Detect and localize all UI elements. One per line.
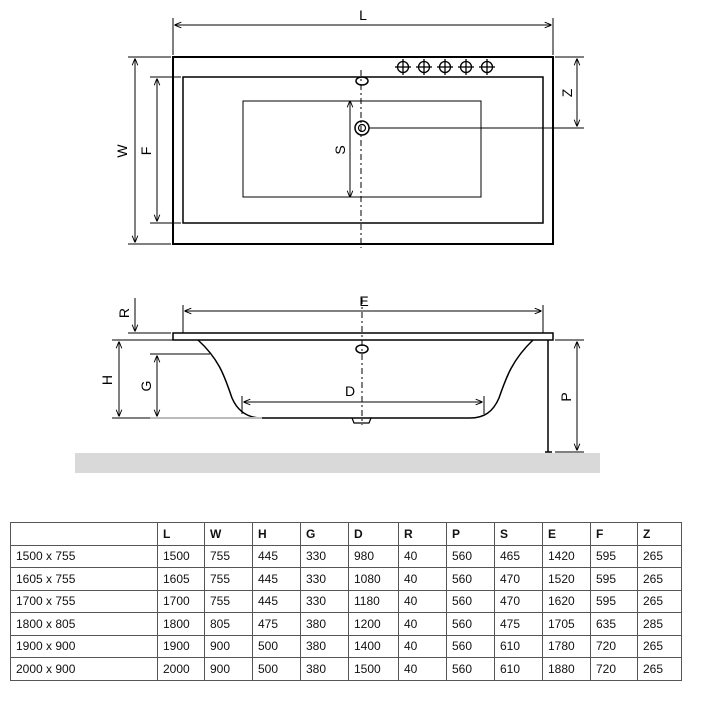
table-cell: 475 [253,613,301,636]
table-cell: 475 [495,613,543,636]
table-cell: 445 [253,590,301,613]
table-cell: 380 [301,635,349,658]
table-row [11,635,682,658]
table-cell: 1520 [543,568,591,591]
label-L: L [359,7,367,23]
table-cell: 1500 [158,545,205,568]
table-cell: 900 [205,635,253,658]
table-cell: 265 [638,545,682,568]
table-cell: 380 [301,613,349,636]
table-row [11,568,682,591]
table-cell: 755 [205,568,253,591]
size-label-cell: 1800 x 805 [11,613,158,636]
label-G: G [138,380,154,392]
table-cell: 610 [495,658,543,681]
tub-rim-side [173,333,553,340]
table-cell: 330 [301,590,349,613]
table-row [11,590,682,613]
table-row [11,545,682,568]
table-cell: 755 [205,590,253,613]
table-row [11,613,682,636]
table-cell: 805 [205,613,253,636]
table-cell: 1700 [158,590,205,613]
dim-F [150,77,181,223]
label-Z: Z [559,88,575,98]
table-cell: 2000 [158,658,205,681]
table-cell: 900 [205,658,253,681]
label-D: D [344,383,356,399]
table-cell: 40 [399,658,447,681]
table-cell: 1900 [158,635,205,658]
column-header: W [205,523,253,546]
table-cell: 1605 [158,568,205,591]
label-S: S [332,145,348,155]
size-label-cell: 1605 x 755 [11,568,158,591]
table-cell: 1420 [543,545,591,568]
tap-holes [395,59,495,75]
table-cell: 445 [253,545,301,568]
table-cell: 560 [447,658,495,681]
dim-E [183,305,543,333]
table-cell: 560 [447,545,495,568]
table-cell: 755 [205,545,253,568]
dim-G [150,354,210,416]
table-cell: 1200 [349,613,399,636]
label-E: E [359,293,369,309]
table-cell: 1400 [349,635,399,658]
table-cell: 465 [495,545,543,568]
column-header: G [301,523,349,546]
table-cell: 40 [399,635,447,658]
tap-hole-icon [395,59,411,75]
column-header: R [399,523,447,546]
dim-D [242,396,484,414]
table-cell: 1705 [543,613,591,636]
table-cell: 380 [301,658,349,681]
label-F: F [138,146,154,156]
label-P: P [558,392,574,402]
label-W: W [114,144,130,158]
table-cell: 560 [447,568,495,591]
table-cell: 595 [591,590,638,613]
tap-hole-icon [437,59,453,75]
table-corner-cell [11,523,158,546]
table-header-row [11,523,682,546]
table-cell: 500 [253,658,301,681]
table-cell: 1180 [349,590,399,613]
column-header: E [543,523,591,546]
label-R: R [116,307,132,319]
table-cell: 445 [253,568,301,591]
floor [75,453,600,473]
size-label-cell: 1900 x 900 [11,635,158,658]
size-label-cell: 1700 x 755 [11,590,158,613]
table-cell: 560 [447,613,495,636]
table-cell: 560 [447,590,495,613]
table-cell: 980 [349,545,399,568]
table-cell: 285 [638,613,682,636]
tub-bottom-area [243,101,481,197]
table-cell: 635 [591,613,638,636]
column-header: P [447,523,495,546]
table-cell: 1620 [543,590,591,613]
dim-H [112,342,150,418]
table-cell: 595 [591,545,638,568]
table-cell: 265 [638,568,682,591]
table-cell: 40 [399,568,447,591]
table-cell: 1880 [543,658,591,681]
table-cell: 330 [301,568,349,591]
column-header: D [349,523,399,546]
table-cell: 1500 [349,658,399,681]
table-cell: 560 [447,635,495,658]
table-cell: 330 [301,545,349,568]
table-cell: 40 [399,590,447,613]
side-view-labels [99,293,574,402]
label-H: H [99,374,115,386]
tap-hole-icon [458,59,474,75]
tap-hole-icon [479,59,495,75]
drain-icon [355,121,369,135]
column-header: Z [638,523,682,546]
top-view [128,18,584,248]
dim-L [173,18,553,55]
table-row [11,658,682,681]
table-cell: 1080 [349,568,399,591]
table-cell: 720 [591,635,638,658]
table-cell: 265 [638,658,682,681]
table-cell: 720 [591,658,638,681]
table-cell: 500 [253,635,301,658]
tap-hole-icon [416,59,432,75]
table-cell: 1780 [543,635,591,658]
table-cell: 265 [638,590,682,613]
size-label-cell: 2000 x 900 [11,658,158,681]
table-cell: 470 [495,590,543,613]
table-cell: 40 [399,545,447,568]
column-header: L [158,523,205,546]
table-cell: 595 [591,568,638,591]
size-label-cell: 1500 x 755 [11,545,158,568]
dimensions-table [10,522,682,681]
overflow-icon [356,77,368,85]
table-cell: 265 [638,635,682,658]
tub-inner-rim [183,77,543,223]
table-body [11,545,682,680]
table-cell: 40 [399,613,447,636]
column-header: S [495,523,543,546]
column-header: F [591,523,638,546]
column-header: H [253,523,301,546]
table-cell: 470 [495,568,543,591]
table-cell: 1800 [158,613,205,636]
table-cell: 610 [495,635,543,658]
